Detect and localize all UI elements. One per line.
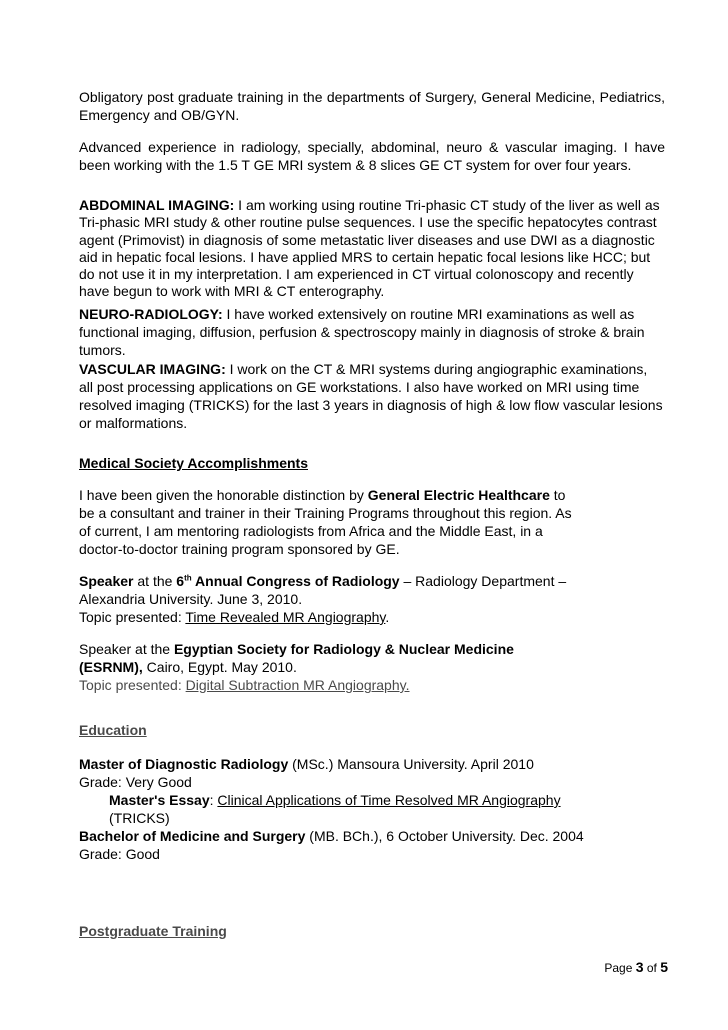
abdominal-imaging-label: ABDOMINAL IMAGING: [79, 197, 235, 213]
congress-location: Alexandria University. June 3, 2010. [79, 591, 303, 607]
speaker-alexandria [79, 572, 665, 626]
ge-distinction [79, 486, 665, 558]
topic-label: Topic presented: [79, 609, 186, 625]
advanced-experience-text: Advanced experience in radiology, specially, abdominal, neuro & vascular imaging. I have been working with the 1.5 T GE MRI system & 8 slices GE CT system for over four years. [79, 139, 665, 173]
education-list [79, 755, 665, 863]
bachelor-details: (MB. BCh.), 6 October University. Dec. 2004 [305, 828, 584, 844]
esrnm-speaker-at: Speaker at the [79, 641, 174, 657]
essay-title-link[interactable]: Clinical Applications of Time Resolved MR Angiography [217, 792, 561, 808]
topic-dot: . [385, 609, 390, 625]
ge-distinction-line4: doctor-to-doctor training program sponsored by GE. [79, 541, 400, 557]
neuro-radiology-text: I have worked extensively on routine MRI examinations as well as functional imaging, diffusion, perfusion & spectroscopy mainly in diagnosis of stroke & brain tumors. [79, 306, 645, 358]
page-total: 5 [660, 959, 668, 975]
neuro-radiology-section [79, 305, 665, 359]
topic-link-time-revealed[interactable]: Time Revealed MR Angiography [185, 609, 386, 625]
congress-number: 6 [176, 573, 185, 589]
esrnm-abbrev: (ESRNM), [79, 659, 143, 675]
education-heading-text: Education [79, 722, 147, 738]
vascular-imaging-text: I work on the CT & MRI systems during angiographic examinations, all post processing applications on GE workstations. I also have worked on MRI using time resolved imaging (TRICKS) for the last 3 years in diagnosis of high & low flow vascular lesions or malformations. [79, 361, 663, 431]
ge-distinction-line2: be a consultant and trainer in their Training Programs throughout this region. As [79, 505, 572, 521]
esrnm-name: Egyptian Society for Radiology & Nuclear Medicine [173, 641, 514, 657]
ge-distinction-c: to [549, 487, 566, 503]
page-of-label: of [643, 961, 661, 975]
essay-colon: : [209, 792, 218, 808]
vascular-imaging-label: VASCULAR IMAGING: [79, 361, 226, 377]
ge-distinction-a: I have been given the honorable distinction by [79, 487, 368, 503]
essay-label: Master's Essay [109, 792, 210, 808]
congress-dept: – Radiology Department – [399, 573, 567, 589]
master-details: (MSc.) Mansoura University. April 2010 [288, 756, 534, 772]
esrnm-location: Cairo, Egypt. May 2010. [142, 659, 297, 675]
topic-link-digital-subtraction[interactable]: Digital Subtraction MR Angiography. [185, 677, 410, 693]
society-heading [79, 454, 665, 472]
ge-healthcare-name: General Electric Healthcare [367, 487, 550, 503]
bachelor-grade: Grade: Good [79, 846, 160, 862]
postgrad-heading-text: Postgraduate Training [79, 923, 227, 939]
training-intro [79, 88, 665, 124]
master-grade: Grade: Very Good [79, 774, 192, 790]
page-number: 3 [635, 959, 644, 975]
esrnm-topic-label: Topic presented: [79, 677, 186, 693]
speaker-at: at the [133, 573, 177, 589]
abdominal-imaging-section [79, 197, 665, 301]
postgrad-heading [79, 922, 665, 940]
congress-name: Annual Congress of Radiology [191, 573, 400, 589]
advanced-experience [79, 138, 665, 174]
congress-ordinal: th [184, 573, 192, 583]
essay-title-continued: (TRICKS) [109, 810, 170, 826]
neuro-radiology-label: NEURO-RADIOLOGY: [79, 306, 223, 322]
abdominal-imaging-text: I am working using routine Tri-phasic CT study of the liver as well as Tri-phasic MRI study & other routine pulse sequences. I use the specific hepatocytes contrast agent (Primovist) in diagnosis of some metastatic liver diseases and use DWI as a diagnostic aid in hepatic focal lesions. I have applied MRS to certain hepatic focal lesions like HCC; but do not use it in my interpretation. I am experienced in CT virtual colonoscopy and recently have begun to work with MRI & CT enterography. [79, 197, 660, 300]
ge-distinction-line3: of current, I am mentoring radiologists from Africa and the Middle East, in a [79, 523, 543, 539]
speaker-esrnm [79, 640, 665, 694]
education-heading [79, 721, 665, 739]
bachelor-title: Bachelor of Medicine and Surgery [79, 828, 306, 844]
vascular-imaging-section [79, 360, 665, 432]
training-intro-text: Obligatory post graduate training in the departments of Surgery, General Medicine, Pediatrics, Emergency and OB/GYN. [79, 89, 665, 123]
page-label: Page [604, 961, 636, 975]
speaker-label: Speaker [79, 573, 134, 589]
master-title: Master of Diagnostic Radiology [79, 756, 289, 772]
page-footer [560, 958, 668, 977]
society-heading-text: Medical Society Accomplishments [79, 455, 308, 471]
